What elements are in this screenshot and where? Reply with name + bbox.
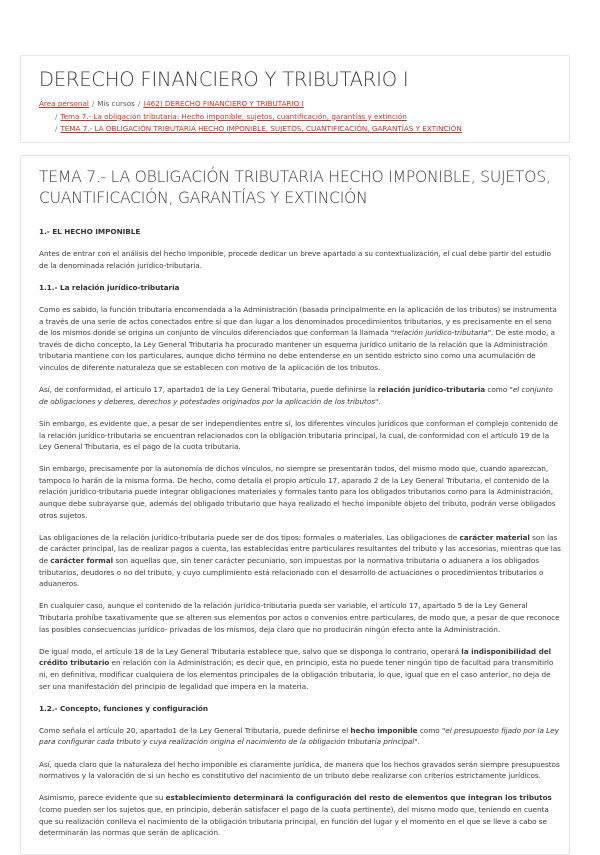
breadcrumb-item-page[interactable]: TEMA 7.- LA OBLIGACIÓN TRIBUTARIA HECHO IMPONIBLE, SUJETOS, CUANTIFICACIÓN, GARANTÍAS Y EXTINCIÓN xyxy=(60,124,462,133)
paragraph xyxy=(39,384,561,407)
page-body xyxy=(39,226,561,849)
text: Las obligaciones de la relación jurídico-tributaria puede ser de dos tipos: formales o materiales. Las obligaciones de xyxy=(39,532,460,542)
paragraph-intro: Antes de entrar con el análisis del hecho imponible, procede dedicar un breve apartado a su contextualización, el cual debe partir del estudio de la denominada relación jurídico-tributaria. xyxy=(39,249,551,270)
breadcrumb-separator: / xyxy=(55,111,58,121)
paragraph xyxy=(39,532,561,590)
breadcrumb-item-section[interactable]: Tema 7.- La obligación tributaria: Hecho imponible, sujetos, cuantificación, garantías y extinción xyxy=(60,111,407,121)
breadcrumb-item-area-personal[interactable]: Área personal xyxy=(39,99,89,108)
bold-term: carácter material xyxy=(459,532,530,542)
subsection-heading: 1.1.- La relación jurídico-tributaria xyxy=(39,282,180,292)
italic-quote: "el presupuesto fijado por la Ley para configurar cada tributo y cuya realización origina el nacimiento de la obligación tributaria principal" xyxy=(39,725,559,747)
paragraph: Así, queda claro que la naturaleza del hecho imponible es claramente jurídica, de manera que los hechos gravados serán siempre presupuestos normativos y la valoración de si un hecho es constitutivo del nacimiento de un tributo debe realizarse con criterios estrictamente jurídicos. xyxy=(39,759,560,781)
text: Como señala el artículo 20, apartado1 de la Ley General Tributaria, puede definirse el xyxy=(39,725,351,735)
italic-quote: "relación jurídico-tributaria" xyxy=(390,328,491,338)
subsection-heading: 1.2.- Concepto, funciones y configuración xyxy=(39,703,209,713)
text: . De este modo, a través de dicho concepto, la Ley General Tributaria ha procurado mantener un esquema jurídico unitario de la relación que la Administración tributaria mantiene con los particulares, aunque dicho término no debe entenderse en un sentido estricto sino como una acumulación de vínculos de diferente naturaleza que se establecen con motivo de la aplicación de los tributos. xyxy=(39,328,555,372)
breadcrumb xyxy=(39,98,559,136)
bold-term: carácter formal xyxy=(50,556,114,566)
paragraph: En cualquier caso, aunque el contenido de la relación jurídico-tributaria pueda ser variable, el artículo 17, apartado 5 de la Ley General Tributaria prohíbe taxativamente que se alteren sus elementos por actos o convenios entre particulares, de modo que, a pesar de que reconoce las posibles consecuencias jurídico- privadas de los mismos, deja claro que no producirán ningún efecto ante la Administración. xyxy=(39,601,560,634)
breadcrumb-separator: / xyxy=(91,99,95,108)
text: . xyxy=(378,396,381,406)
paragraph xyxy=(39,792,561,838)
course-title: DERECHO FINANCIERO Y TRIBUTARIO I xyxy=(39,68,409,91)
breadcrumb-line-2 xyxy=(39,111,559,124)
text: Asimismo, parece evidente que su xyxy=(39,793,166,803)
paragraph xyxy=(39,304,561,374)
breadcrumb-separator: / xyxy=(137,99,141,108)
breadcrumb-item-course[interactable]: (462) DERECHO FINANCIERO Y TRIBUTARIO I xyxy=(143,99,304,108)
text: son las de carácter principal, las de realizar pagos a cuenta, las establecidas entre particulares resultantes del tributo y las accesorias, mientras que las de xyxy=(39,532,561,566)
paragraph xyxy=(39,646,561,692)
text: como xyxy=(485,385,510,395)
bold-term: establecimiento determinará la configuración del resto de elementos que integran los tributos xyxy=(165,793,552,803)
section-heading: 1.- EL HECHO IMPONIBLE xyxy=(39,227,141,236)
bold-term: hecho imponible xyxy=(350,725,418,735)
text: (como pueden ser los sujetos que, en principio, deberán satisfacer el pago de la cuota pertinente), del mismo modo que, teniendo en cuenta que su realización conlleva el nacimiento de la obligación tributaria principal, en función del lugar y el momento en el que se lleve a cabo se determinarán las normas que serán de aplicación. xyxy=(39,805,549,838)
page-content xyxy=(20,155,570,855)
course-header xyxy=(20,55,570,143)
bold-term: la indisponibilidad del crédito tributario xyxy=(39,646,552,668)
breadcrumb-separator: / xyxy=(55,124,58,133)
breadcrumb-item-mis-cursos: Mis cursos xyxy=(97,99,135,108)
bold-term: relación jurídico-tributaria xyxy=(377,385,486,395)
text: Así, de conformidad, el artículo 17, apartado1 de la Ley General Tributaria, puede definirse la xyxy=(39,385,378,395)
paragraph: Sin embargo, es evidente que, a pesar de ser independientes entre sí, los diferentes vínculos jurídicos que conforman el complejo contenido de la relación jurídico-tributaria se encuentran relacionados con la obligación tributaria principal, la cual, de conformidad con el artículo 19 de la Ley General Tributaria, es el pago de la cuota tributaria. xyxy=(39,418,558,452)
text: son aquellas que, sin tener carácter pecuniario, son impuestas por la normativa tributaria o aduanera a los obligados tributarios, deudores o no del tributo, y cuyo cumplimiento está relacionado con el desarrollo de actuaciones o procedimientos tributarios o aduaneros. xyxy=(39,556,544,589)
page-title: TEMA 7.- LA OBLIGACIÓN TRIBUTARIA HECHO IMPONIBLE, SUJETOS, CUANTIFICACIÓN, GARANTÍAS Y EXTINCIÓN xyxy=(39,168,551,207)
breadcrumb-line-1 xyxy=(39,98,559,111)
italic-quote: "el conjunto de obligaciones y deberes, derechos y potestades originados por la aplicación de los tributos" xyxy=(39,385,553,406)
breadcrumb-line-3 xyxy=(39,123,559,136)
text: en relación con la Administración; es decir que, en principio, esta no puede tener ningún tipo de facultad para transmitirlo ni, en definitiva, modificar cualquiera de los elementos principales de la obligación tributaria, lo que, igual que en el caso anterior, no deja de ser una manifestación del principio de legalidad que impera en la materia. xyxy=(39,658,554,691)
text: como xyxy=(417,725,442,735)
paragraph xyxy=(39,725,561,748)
text: De igual modo, el artículo 18 de la Ley General Tributaria establece que, salvo que se disponga lo contrario, operará xyxy=(39,646,462,656)
paragraph: Sin embargo, precisamente por la autonomía de dichos vínculos, no siempre se presentarán todos, del mismo modo que, cuando aparezcan, tampoco lo harán de la misma forma. De hecho, como detalla el propio artículo 17, aparado 2 de la Ley General Tributaria, el contenido de la relación jurídico-tributaria puede integrar obligaciones materiales y formales tanto para los obligados tributarios como para la Administración, aunque debe subrayarse que, además del obligado tributario que haya realizado el hecho imponible objeto del tributo, podrán verse obligados otros sujetos. xyxy=(39,464,556,520)
text: Como es sabido, la función tributaria encomendada a la Administración (basada principalmente en la aplicación de los tributos) se instrumenta a través de una serie de actos conectados entre sí que dan lugar a los denominados procedimientos tributarios, y es precisamente en el seno de los mismos donde se origina un conjunto de vínculos diferenciados que conforman la llamada xyxy=(39,304,557,338)
text: . xyxy=(417,737,420,747)
